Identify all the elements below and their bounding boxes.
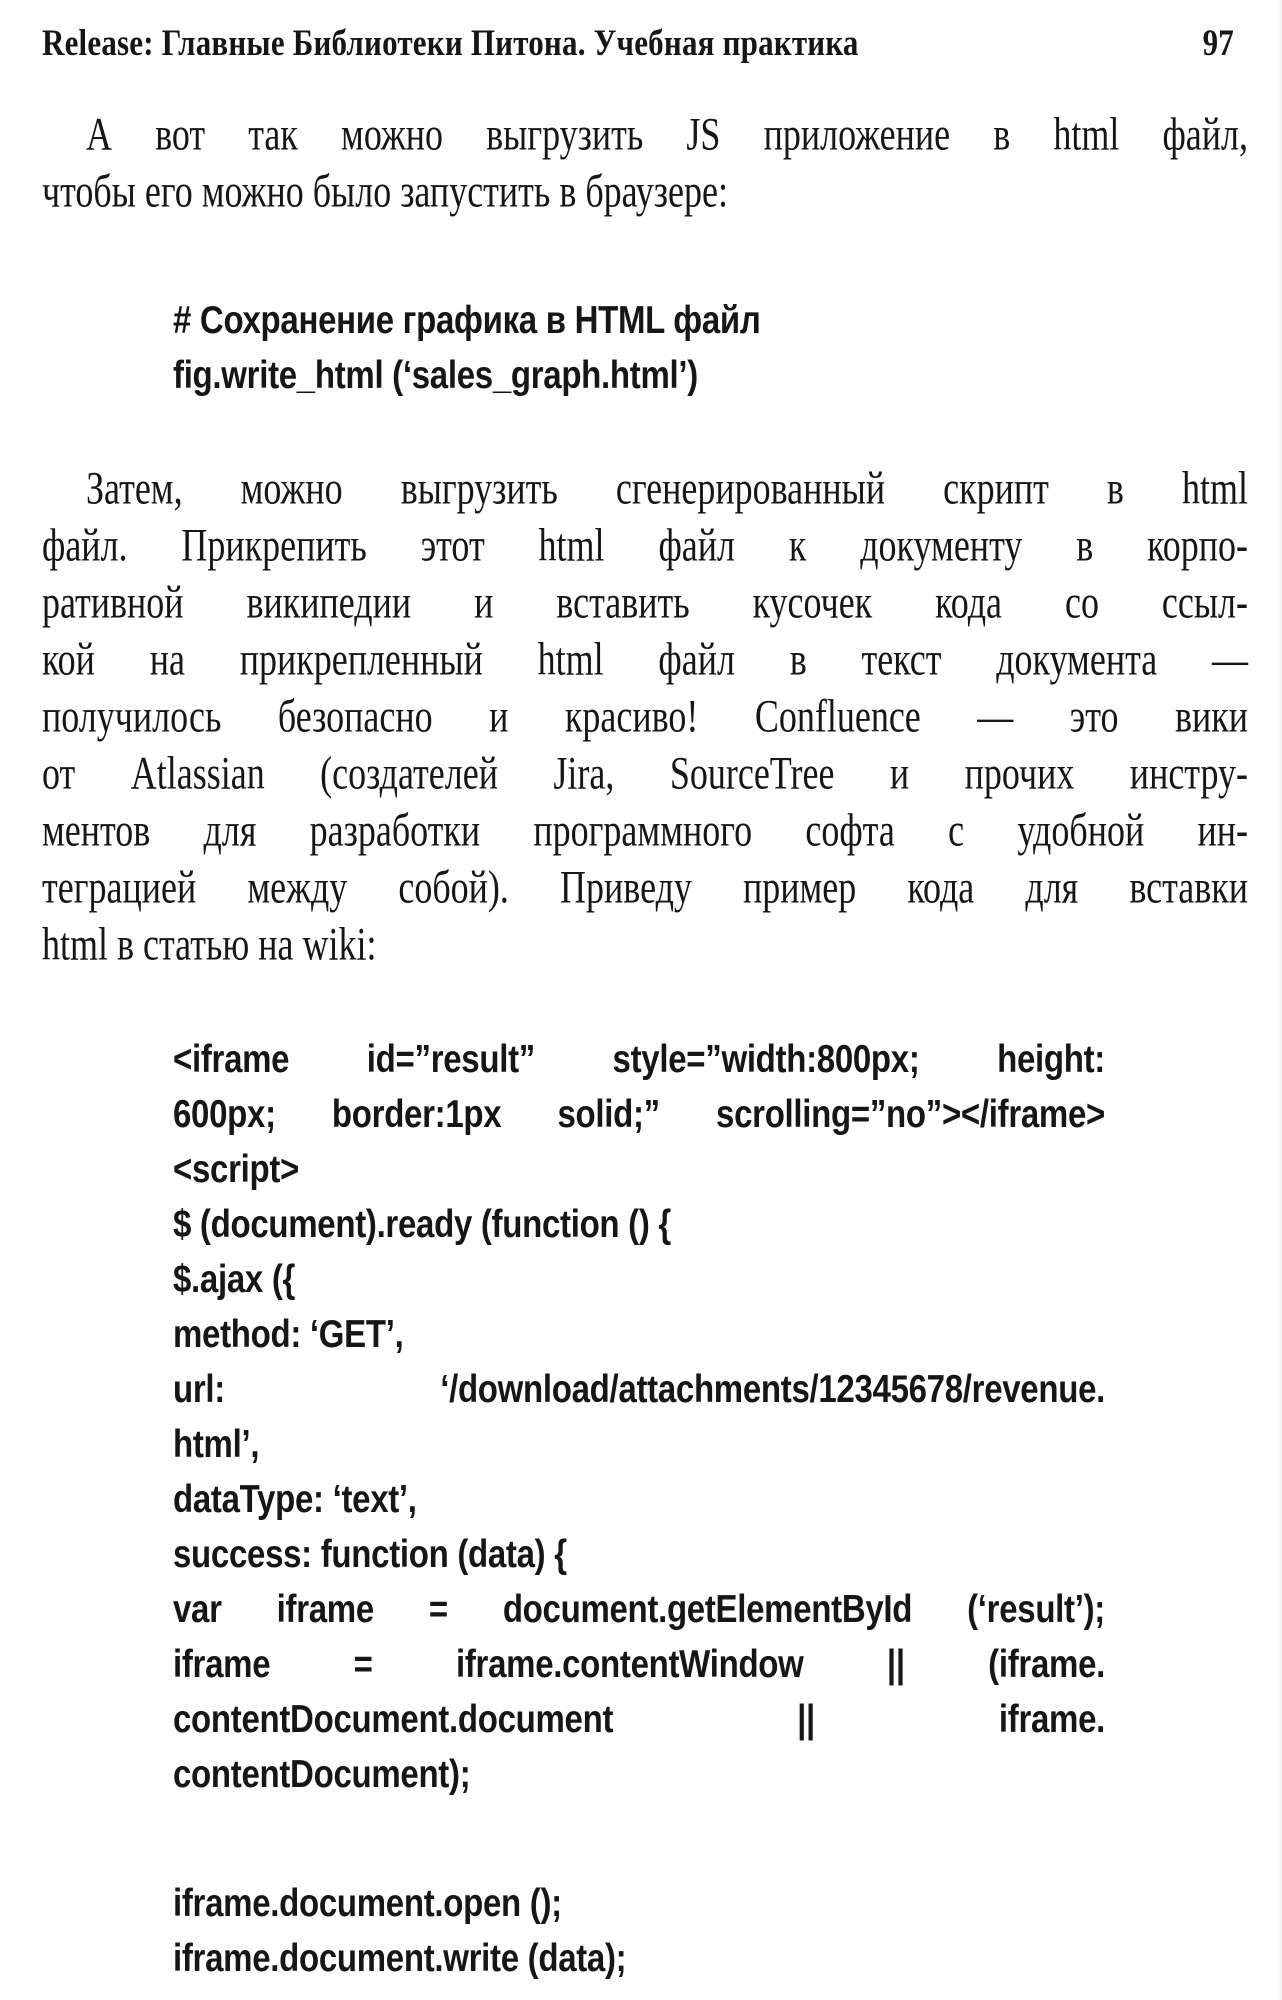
code-line: <script> (173, 1146, 300, 1191)
code-line: iframe.document.write (data); (173, 1935, 627, 1980)
text-line: Затем, можно выгрузить сгенерированный скрипт в html (86, 461, 1248, 514)
code-line: $ (document).ready (function () { (173, 1201, 671, 1246)
code-line: success: function (data) { (173, 1531, 567, 1576)
code-line: # Сохранение графика в HTML файл (173, 297, 761, 342)
code-line: dataType: ‘text’, (173, 1476, 417, 1521)
text-line: от Atlassian (создателей Jira, SourceTree и прочих инстру- (42, 746, 1248, 799)
code-line: contentDocument.document || iframe. (173, 1696, 1105, 1741)
code-line: var iframe = document.getElementById (‘result’); (173, 1586, 1105, 1631)
page-header (42, 24, 1248, 64)
text-line: html в статью на wiki: (42, 917, 377, 970)
running-title: Release: Главные Библиотеки Питона. Учебная практика (42, 22, 859, 64)
code-line: 600px; border:1px solid;” scrolling=”no”></iframe> (173, 1091, 1105, 1136)
code-line: iframe.document.open (); (173, 1880, 562, 1925)
code-line: iframe = iframe.contentWindow || (iframe. (173, 1641, 1105, 1686)
text-line: кой на прикрепленный html файл в текст документа — (42, 632, 1248, 685)
intro-paragraph (42, 106, 1248, 220)
text-line: ментов для разработки программного софта с удобной ин- (42, 803, 1248, 856)
code-block-save-html (173, 292, 1105, 402)
code-line: contentDocument); (173, 1751, 471, 1796)
page-number: 97 (1202, 22, 1234, 64)
scan-edge-shadow (1278, 0, 1282, 2000)
text-line: получилось безопасно и красиво! Confluence — это вики (42, 689, 1248, 742)
code-line: fig.write_html (‘sales_graph.html’) (173, 352, 698, 397)
code-line: url: ‘/download/attachments/12345678/revenue. (173, 1366, 1105, 1411)
code-line: $.ajax ({ (173, 1256, 296, 1301)
text-line: ративной википедии и вставить кусочек кода со ссыл- (42, 575, 1248, 628)
body-paragraph (42, 460, 1248, 973)
text-line: А вот так можно выгрузить JS приложение в html файл, (86, 107, 1248, 160)
code-line: html’, (173, 1421, 260, 1466)
text-line: чтобы его можно было запустить в браузере: (42, 164, 728, 217)
code-block-document-write (173, 1875, 1105, 1985)
code-line: method: ‘GET’, (173, 1311, 404, 1356)
code-block-iframe-embed (173, 1031, 1105, 1801)
code-line: <iframe id=”result” style=”width:800px; height: (173, 1036, 1105, 1081)
text-line: файл. Прикрепить этот html файл к документу в корпо- (42, 518, 1248, 571)
text-line: теграцией между собой). Приведу пример кода для вставки (42, 860, 1248, 913)
